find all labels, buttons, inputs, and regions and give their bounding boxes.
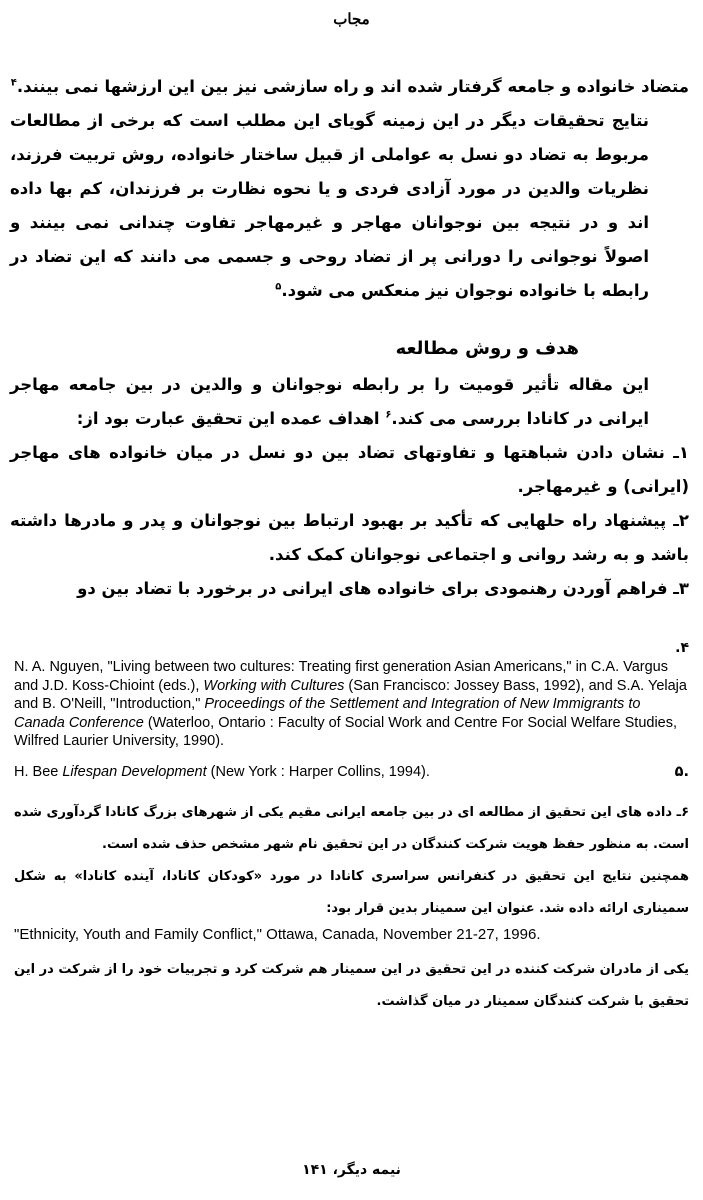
footnote-5-text bbox=[14, 763, 430, 782]
footnote-5-number: ۵. bbox=[674, 763, 689, 780]
footnote-6: ۶ـ داده های این تحقیق از مطالعه ای در بین جامعه ایرانی مقیم یکی از شهرهای بزرگ کانادا گردآوری شده است. به منظور حفظ هویت شرکت کنندگان در این تحقیق نام شهر مشخص حذف شده است. bbox=[14, 805, 689, 852]
footnote-4-text: N. A. Nguyen, "Living between two cultures: Treating first generation Asian Americans," in C.A. Vargus and J.D. Koss-Chioint (eds.), bbox=[14, 659, 668, 694]
footnote-ref: ۵ bbox=[275, 281, 282, 293]
intro-text: این مقاله تأثیر قومیت را بر رابطه نوجوانان و والدین در بین جامعه مهاجر ایرانی در کانادا بررسی می کند. bbox=[10, 375, 649, 428]
footnote-4-number: ۴. bbox=[675, 640, 689, 656]
footnote-4 bbox=[14, 658, 689, 751]
goal-item-3: ۳ـ فراهم آوردن رهنمودی برای خانواده های ایرانی در برخورد با تضاد بین دو bbox=[77, 579, 689, 598]
section-heading: هدف و روش مطالعه bbox=[395, 338, 579, 359]
footnote-5-publisher: (New York : Harper Collins, 1994). bbox=[206, 763, 430, 780]
footnote-5 bbox=[14, 763, 689, 782]
footnote-5-author: H. Bee bbox=[14, 763, 63, 780]
paragraph-text: نتایج تحقیقات دیگر در این زمینه گویای این مطلب است که برخی از مطالعات مربوط به تضاد دو نسل به عواملی از قبیل ساختار خانواده، روش تربیت فرزند، نظریات والدین در مورد آزادی فردی و یا نحوه نظارت بر فرزندان، کم بها داده اند و در نتیجه بین نوجوانان مهاجر و غیرمهاجر تفاوت چندانی نمی بینند و اصولاً نوجوانی را دورانی پر از تضاد روحی و جسمی می دانند که این تضاد در رابطه با خانواده نوجوان نیز منعکس می شود. bbox=[10, 111, 649, 300]
section-goals bbox=[10, 330, 689, 606]
footnote-ref: ۴ bbox=[10, 77, 17, 89]
footnote-5-title: Lifespan Development bbox=[62, 763, 207, 780]
main-text bbox=[10, 70, 689, 606]
running-header: مجاب bbox=[333, 10, 370, 28]
footnote-4-proceedings: Proceedings of the Settlement and Integration of New Immigrants to Canada Conference bbox=[14, 696, 641, 731]
goal-item-2: ۲ـ پیشنهاد راه حلهایی که تأکید بر بهبود ارتباط بین نوجوانان و پدر و مادرها داشته باشد و به رشد روانی و اجتماعی نوجوانان کمک کند. bbox=[10, 511, 689, 564]
footnote-4-text-2: (San Francisco: Jossey Bass, 1992), and S.A. Yelaja and B. O'Neill, "Introduction," bbox=[14, 677, 687, 712]
footnote-4-title: Working with Cultures bbox=[203, 677, 345, 694]
footnotes bbox=[14, 640, 689, 1018]
footnote-4-text-3: (Waterloo, Ontario : Faculty of Social Work and Centre For Social Welfare Studies, Wilfred Laurier University, 1990). bbox=[14, 714, 678, 749]
paragraph-continuation bbox=[10, 70, 689, 104]
paragraph-results bbox=[10, 104, 689, 308]
footnote-6-cont: همچنین نتایج این تحقیق در کنفرانس سراسری کانادا در مورد «کودکان کانادا، آینده کانادا» به شکل سمیناری ارائه داده شد. عنوان این سمینار بدین قرار بود: bbox=[14, 869, 689, 916]
footnote-ref: ۶ bbox=[385, 409, 392, 421]
paragraph-text: متضاد خانواده و جامعه گرفتار شده اند و راه سازشی نیز بین این ارزشها نمی بینند. bbox=[16, 77, 689, 96]
footnote-6-seminar: "Ethnicity, Youth and Family Conflict," Ottawa, Canada, November 21-27, 1996. bbox=[14, 926, 541, 943]
goal-item-1: ۱ـ نشان دادن شباهتها و تفاوتهای تضاد بین دو نسل در میان خانواده های مهاجر (ایرانی) و غیرمهاجر. bbox=[10, 443, 689, 496]
page-footer: نیمه دیگر، ۱۴۱ bbox=[302, 1162, 401, 1178]
footnote-7: یکی از مادران شرکت کننده در این تحقیق در این سمینار هم شرکت کرد و تجربیات خود را از شرکت در این تحقیق با شرکت کنندگان سمینار در میان گذاشت. bbox=[14, 962, 689, 1009]
section-intro bbox=[10, 368, 689, 436]
intro-tail: اهداف عمده این تحقیق عبارت بود از: bbox=[76, 409, 380, 428]
